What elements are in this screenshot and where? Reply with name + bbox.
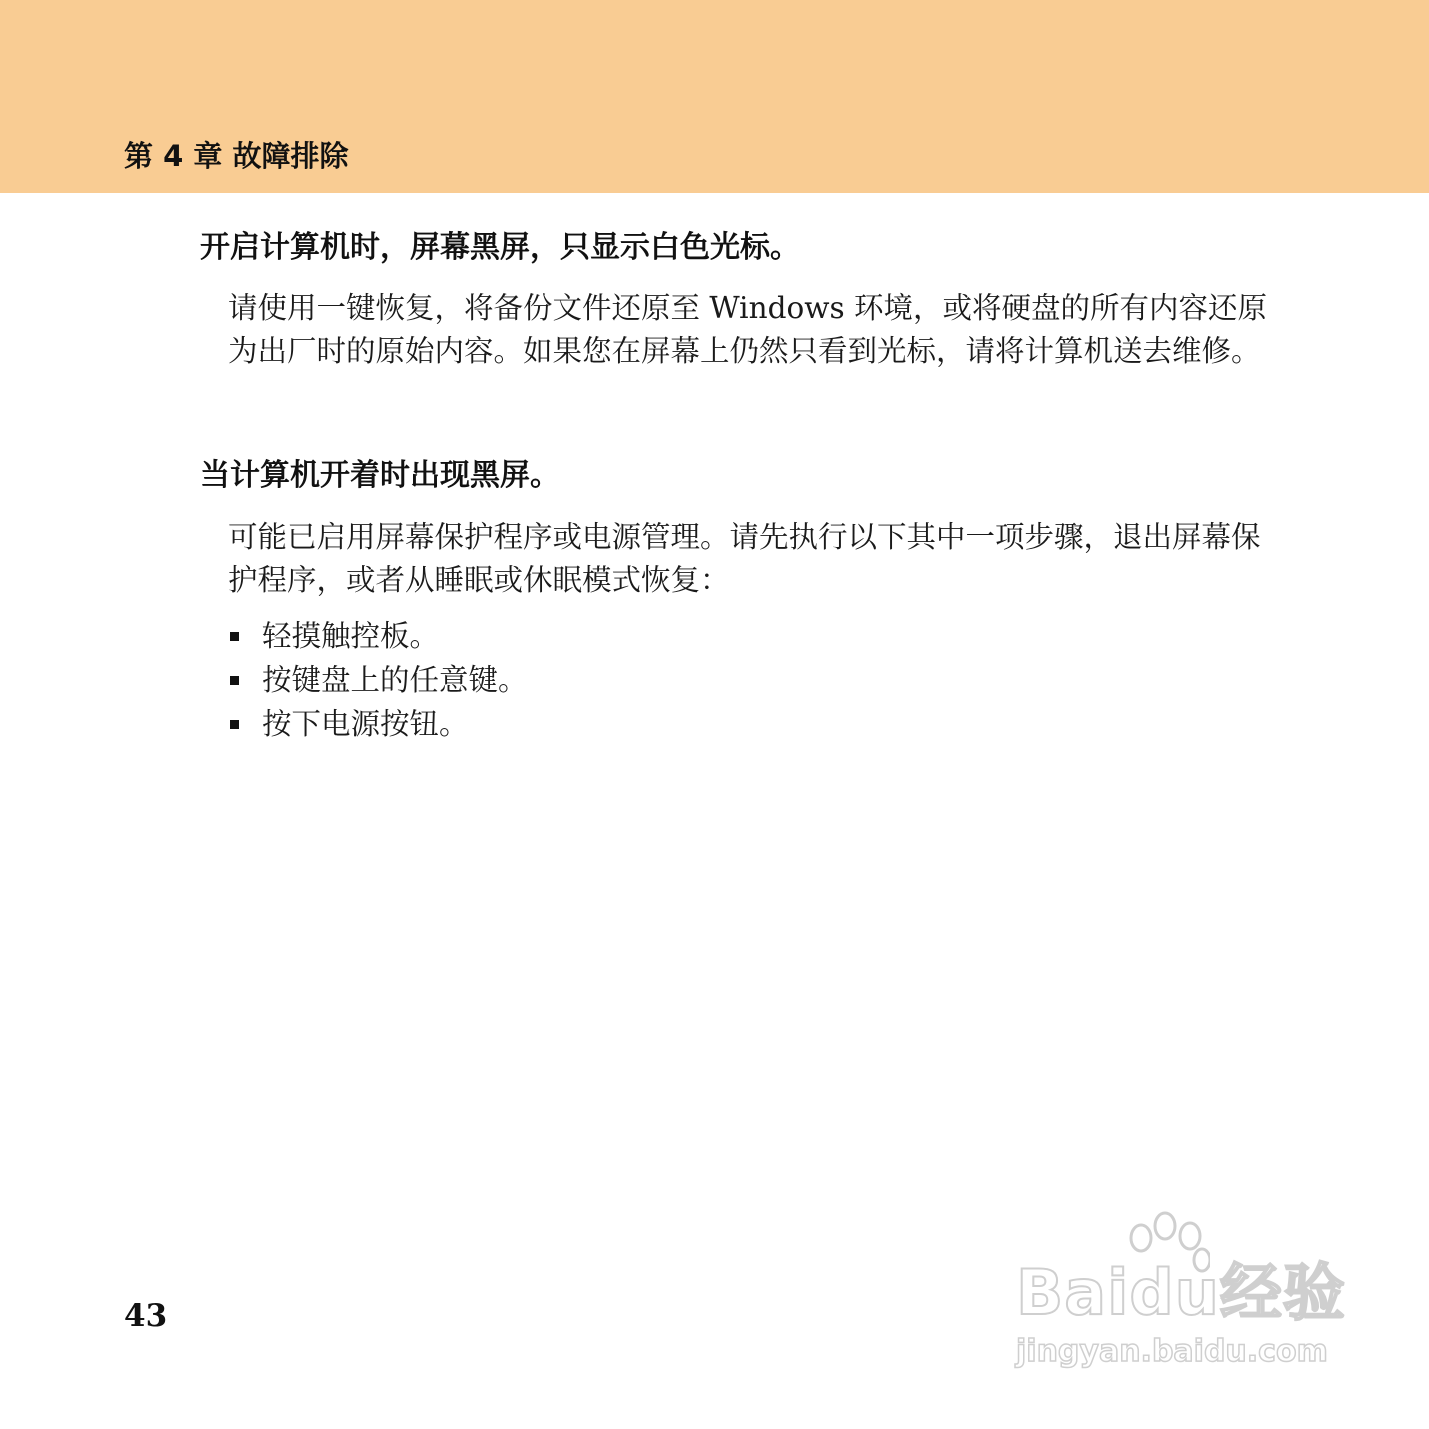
chapter-title: 第 4 章 故障排除 — [124, 139, 349, 173]
section-heading-black-screen: 当计算机开着时出现黑屏。 — [200, 458, 560, 493]
list-item — [228, 614, 528, 658]
square-bullet-icon — [230, 632, 239, 641]
page-number: 43 — [124, 1298, 168, 1334]
square-bullet-icon — [230, 720, 239, 729]
list-item — [228, 702, 528, 746]
list-item — [228, 658, 528, 702]
chapter-header-band — [0, 0, 1429, 193]
watermark-url: jingyan.baidu.com — [1016, 1334, 1328, 1369]
section-heading-white-cursor: 开启计算机时，屏幕黑屏，只显示白色光标。 — [200, 230, 800, 265]
list-item-text: 按下电源按钮。 — [262, 707, 469, 741]
list-item-text: 按键盘上的任意键。 — [262, 663, 528, 697]
square-bullet-icon — [230, 676, 239, 685]
watermark-brand: Baidu经验 — [1016, 1256, 1346, 1329]
list-item-text: 轻摸触控板。 — [262, 619, 440, 653]
resume-steps-list — [228, 614, 528, 746]
paragraph-one-key-recovery: 请使用一键恢复，将备份文件还原至 Windows 环境，或将硬盘的所有内容还原为出厂时的原始内容。如果您在屏幕上仍然只看到光标，请将计算机送去维修。 — [228, 291, 1268, 368]
baidu-watermark — [1010, 1210, 1350, 1380]
paragraph-screensaver-power: 可能已启用屏幕保护程序或电源管理。请先执行以下其中一项步骤，退出屏幕保护程序，或者从睡眠或休眠模式恢复： — [228, 520, 1261, 597]
